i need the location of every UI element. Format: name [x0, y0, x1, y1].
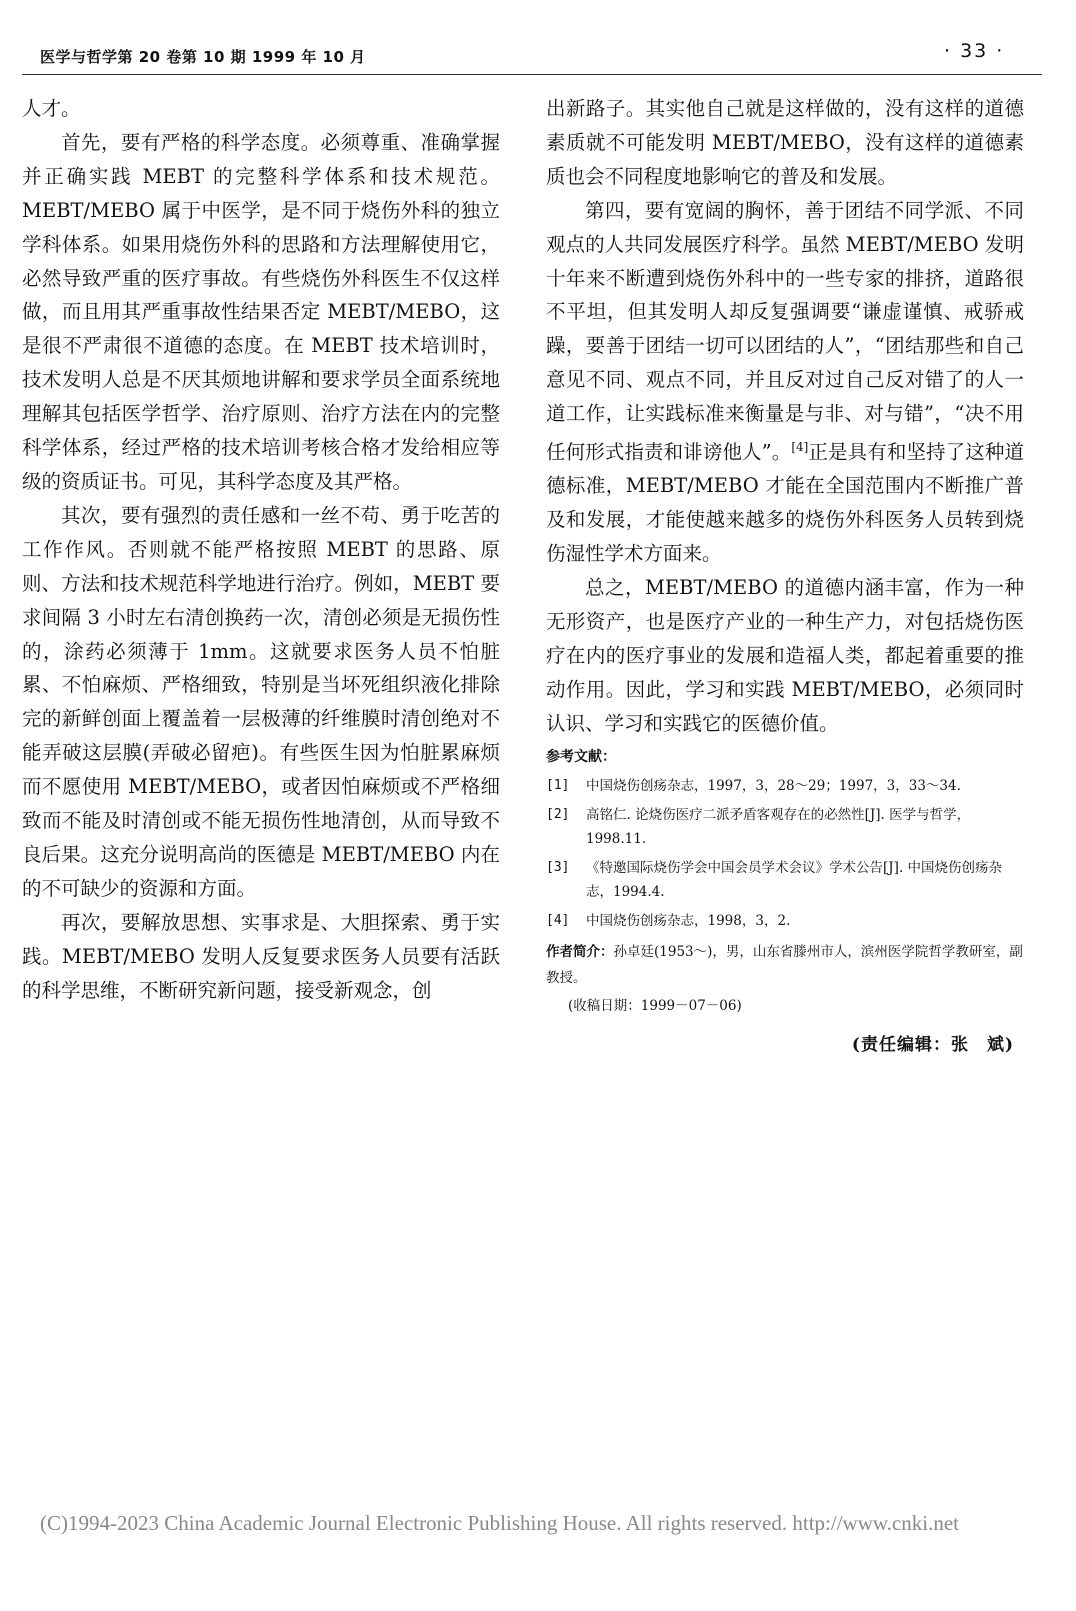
left-paragraph-3: 其次，要有强烈的责任感和一丝不苟、勇于吃苦的工作作风。否则就不能严格按照 MEBT 的思路、原则、方法和技术规范科学地进行治疗。例如，MEBT 要求间隔 3 小时左右清创换药一次，清创必须是无损伤性的，涂药必须薄于 1mm。这就要求医务人员不怕脏累、不怕麻烦、严格细致，特别是当坏死组织液化排除完的新鲜创面上覆盖着一层极薄的纤维膜时清创绝对不能弄破这层膜(弄破必留疤)。有些医生因为怕脏累麻烦而不愿使用 MEBT/MEBO，或者因怕麻烦或不严格细致而不能及时清创或不能无损伤性地清创，从而导致不良后果。这充分说明高尚的医德是 MEBT/MEBO 内在的不可缺少的资源和方面。 [22, 503, 500, 900]
citation-marker: [4] [791, 440, 809, 455]
right-paragraph-2-text-a: 第四，要有宽阔的胸怀，善于团结不同学派、不同观点的人共同发展医疗科学。虽然 MEBT/MEBO 发明十年来不断遭到烧伤外科中的一些专家的排挤，道路很不平坦，但其发明人却反复强调要“谦虚谨慎、戒骄戒躁，要善于团结一切可以团结的人”，“团结那些和自己意见不同、观点不同，并且反对过自己反对错了的人一道工作，让实践标准来衡量是与非、对与错”，“决不用任何形式指责和诽谤他人”。 [546, 198, 1024, 464]
right-column [546, 92, 1024, 1063]
reference-text: 《特邀国际烧伤学会中国会员学术会议》学术公告[J]. 中国烧伤创疡杂志，1994.4. [586, 859, 1003, 900]
reference-text: 高铭仁. 论烧伤医疗二派矛盾客观存在的必然性[J]. 医学与哲学，1998.11. [586, 806, 971, 847]
page-number: · 33 · [944, 40, 1005, 62]
journal-header: 医学与哲学第 20 卷第 10 期 1999 年 10 月 [40, 48, 366, 66]
responsible-editor: (责任编辑：张 斌) [851, 1034, 1014, 1055]
reference-item [546, 803, 1024, 851]
reference-number: [4] [546, 912, 570, 928]
reference-text: 中国烧伤创疡杂志，1998，3，2. [586, 912, 791, 929]
right-paragraph-3: 总之，MEBT/MEBO 的道德内涵丰富，作为一种无形资产，也是医疗产业的一种生产力，对包括烧伤医疗在内的医疗事业的发展和造福人类，都起着重要的推动作用。因此，学习和实践 MEBT/MEBO，必须同时认识、学习和实践它的医德价值。 [546, 576, 1024, 735]
left-paragraph-1: 人才。 [22, 97, 81, 120]
copyright-footer: (C)1994-2023 China Academic Journal Electronic Publishing House. All rights reserved. http://www.cnki.net [40, 1511, 959, 1535]
right-paragraph-1: 出新路子。其实他自己就是这样做的，没有这样的道德素质就不可能发明 MEBT/MEBO，没有这样的道德素质也会不同程度地影响它的普及和发展。 [546, 97, 1024, 188]
left-paragraph-4: 再次，要解放思想、实事求是、大胆探索、勇于实践。MEBT/MEBO 发明人反复要求医务人员要有活跃的科学思维，不断研究新问题，接受新观念，创 [22, 910, 500, 1002]
reference-text: 中国烧伤创疡杂志，1997，3，28～29；1997，3，33～34. [586, 777, 961, 794]
reference-number: [1] [546, 777, 570, 793]
reference-item [546, 856, 1024, 904]
reference-number: [2] [546, 806, 570, 822]
header-rule [22, 74, 1042, 75]
received-date: (收稿日期：1999－07－06) [568, 997, 742, 1014]
left-column [22, 92, 500, 1007]
reference-item [546, 774, 1024, 798]
reference-item [546, 909, 1024, 933]
references-title: 参考文献： [546, 748, 616, 765]
author-note [546, 939, 1024, 991]
author-note-label: 作者简介： [546, 943, 614, 960]
left-paragraph-2: 首先，要有严格的科学态度。必须尊重、准确掌握并正确实践 MEBT 的完整科学体系和技术规范。MEBT/MEBO 属于中医学，是不同于烧伤外科的独立学科体系。如果用烧伤外科的思路和方法理解使用它，必然导致严重的医疗事故。有些烧伤外科医生不仅这样做，而且用其严重事故性结果否定 MEBT/MEBO，这是很不严肃很不道德的态度。在 MEBT 技术培训时，技术发明人总是不厌其烦地讲解和要求学员全面系统地理解其包括医学哲学、治疗原则、治疗方法在内的完整科学体系，经过严格的技术培训考核合格才发给相应等级的资质证书。可见，其科学态度及其严格。 [22, 130, 500, 493]
right-paragraph-2-text-b: 正是具有和坚持了这种道德标准，MEBT/MEBO 才能在全国范围内不断推广普及和发展，才能使越来越多的烧伤外科医务人员转到烧伤湿性学术方面来。 [546, 440, 1024, 566]
right-paragraph-2 [546, 194, 1024, 571]
reference-number: [3] [546, 859, 570, 875]
author-note-text: 孙卓廷(1953～)，男，山东省滕州市人，滨州医学院哲学教研室，副教授。 [546, 943, 1023, 986]
